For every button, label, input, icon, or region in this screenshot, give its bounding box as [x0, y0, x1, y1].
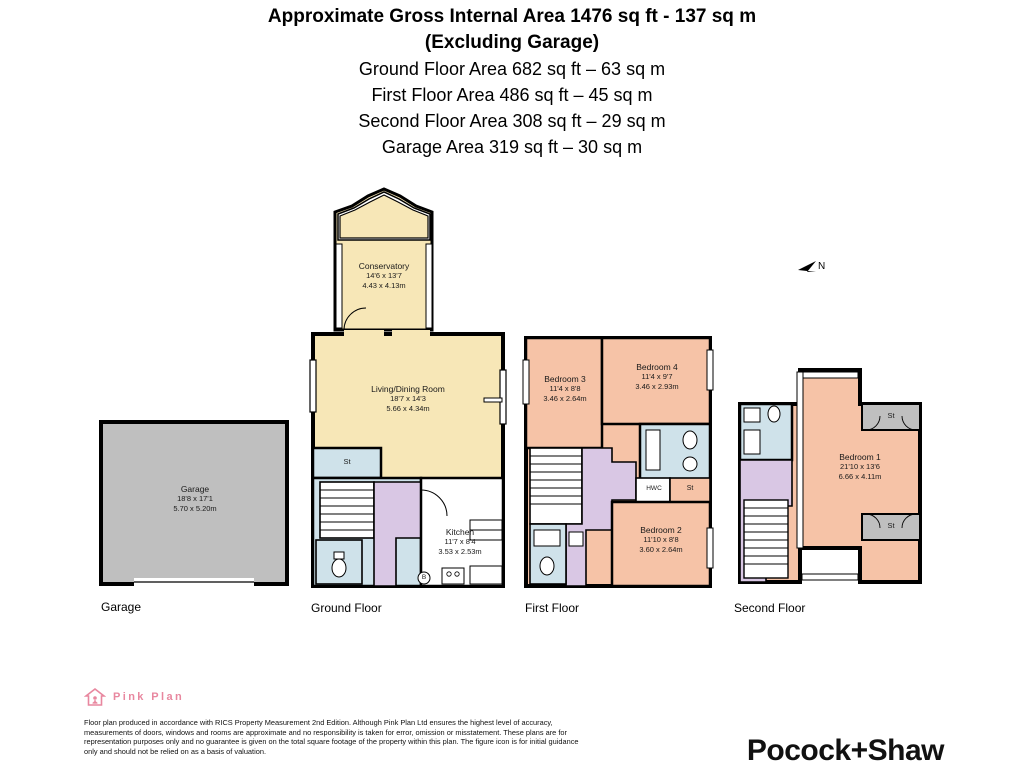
room-label-kitchen: Kitchen 11'7 x 8'4 3.53 x 2.53m — [438, 527, 482, 556]
room-label-living-dining-room: Living/Dining Room 18'7 x 14'3 5.66 x 4.34m — [371, 384, 445, 413]
area-first-floor: First Floor Area 486 sq ft – 45 sq m — [371, 85, 653, 105]
label-storage-second-top: St — [887, 411, 895, 420]
garage-plan — [101, 422, 287, 586]
second-floor-plan — [740, 370, 920, 582]
house-icon — [84, 686, 106, 708]
label-storage-second-bottom: St — [887, 521, 895, 530]
pink-plan-brand — [84, 686, 944, 708]
first-floor-plan — [523, 338, 713, 586]
agent-logo: Pocock+Shaw — [746, 734, 944, 767]
area-second-floor: Second Floor Area 308 sq ft – 29 sq m — [358, 111, 666, 131]
header-title-line2: (Excluding Garage) — [424, 32, 600, 53]
ground-floor-plan — [310, 189, 506, 586]
room-label-bedroom-2: Bedroom 2 11'10 x 8'8 3.60 x 2.64m — [639, 525, 683, 554]
label-hwc-first: HWC — [646, 485, 662, 492]
room-label-conservatory: Conservatory 14'6 x 13'7 4.43 x 4.13m — [358, 261, 410, 290]
header-title-line1: Approximate Gross Internal Area 1476 sq ft - 137 sq m — [267, 6, 757, 27]
area-garage: Garage Area 319 sq ft – 30 sq m — [381, 137, 643, 157]
floor-caption-ground-floor: Ground Floor — [311, 601, 382, 615]
brand-name: Pink Plan — [113, 691, 185, 703]
room-label-bedroom-4: Bedroom 4 11'4 x 9'7 3.46 x 2.93m — [635, 362, 679, 391]
compass-north-icon — [798, 261, 816, 272]
disclaimer-text: Floor plan produced in accordance with RICS Property Measurement 2nd Edition. Although Pink Plan Ltd ensures the highest level of accuracy, measurements of doors, windows and rooms are approximate and no responsibility is taken for error, omission or misstatement. These plans are for representation purposes only and no guarantee is given on the total square footage of the property within this plan. The figure icon is for initial guidance only and should not be relied on as a basis of valuation. — [84, 718, 579, 756]
compass-label: N — [818, 261, 826, 272]
label-storage-ground: St — [343, 457, 351, 466]
floor-caption-garage: Garage — [101, 600, 142, 614]
floor-caption-second-floor: Second Floor — [734, 601, 806, 615]
room-label-bedroom-1: Bedroom 1 21'10 x 13'6 6.66 x 4.11m — [838, 452, 882, 481]
area-ground-floor: Ground Floor Area 682 sq ft – 63 sq m — [358, 59, 666, 79]
label-boiler-marker: B — [421, 574, 427, 581]
room-label-garage: Garage 18'8 x 17'1 5.70 x 5.20m — [173, 484, 217, 513]
footer — [84, 686, 944, 767]
label-storage-first: St — [686, 485, 694, 492]
floor-caption-first-floor: First Floor — [525, 601, 579, 615]
room-label-bedroom-3: Bedroom 3 11'4 x 8'8 3.46 x 2.64m — [543, 374, 587, 403]
